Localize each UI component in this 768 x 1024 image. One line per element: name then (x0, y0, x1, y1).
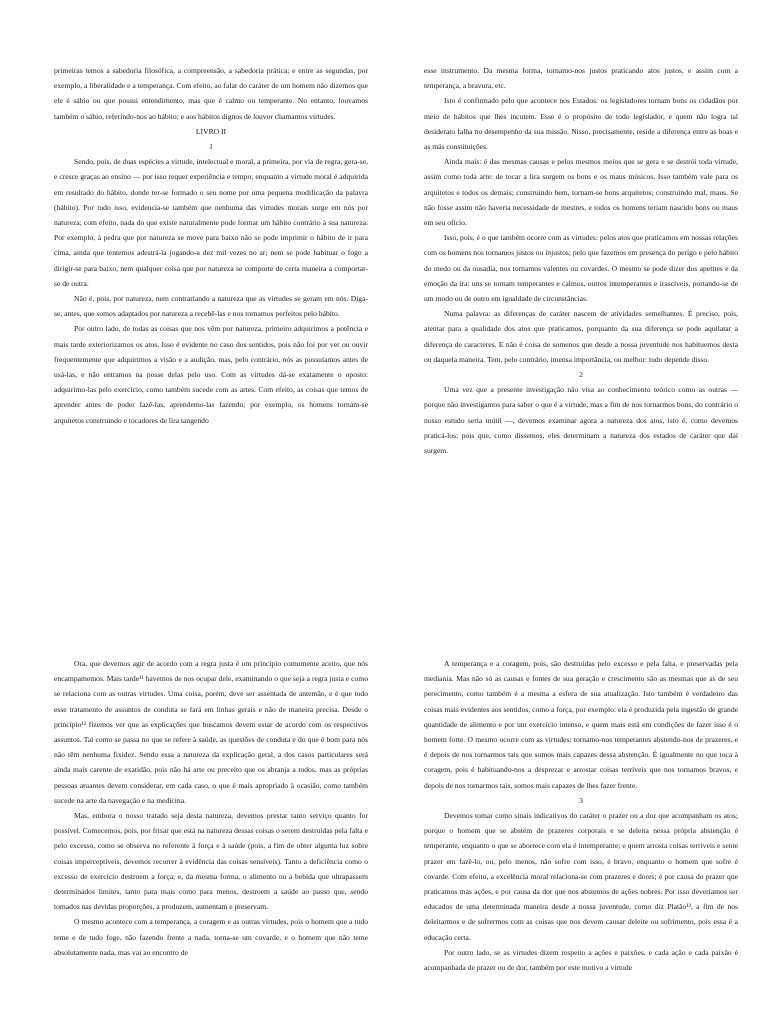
paragraph: Numa palavra: as diferenças de caráter nascem de atividades semelhantes. É preciso, pois, atentar para a qualidade dos atos que praticamos, porquanto da sua diferença se pode aquilatar a diferença de caracteres. E não é coisa de somenos que desde a nossa juventude nos habituemos desta ou daquela maneira. Tem, pelo contrário, imensa importância, ou melhor: tudo depende disso. (424, 309, 738, 364)
paragraph: esse instrumento. Da mesma forma, tornamo-nos justos praticando atos justos, e assim com a temperança, a bravura, etc. (424, 66, 738, 91)
paragraph: Uma vez que a presente investigação não visa ao conhecimento teórico como as outras — porque não investigamos para saber o que é a virtude, mas a fim de nos tornarmos bons, do contrário o nosso estudo seria inútil —, devemos examinar agora a natureza dos atos, isto é, como devemos praticá-los; pois que, como dissemos, eles determinam a natureza dos estados de caráter que daí surgem. (424, 385, 738, 456)
paragraph: primeiras temos a sabedoria filosófica, a compreensão, a sabedoria prática; e entre as segundas, por exemplo, a liberalidade e a temperança. Com efeito, ao falar do caráter de um homem não dizemos que ele é sábio ou que possui entendimento, mas que é calmo ou temperante. No entanto, louvamos também o sábio, referindo-nos ao hábito; e aos hábitos dignos de louvor chamamos virtudes. (54, 66, 368, 121)
paragraph: Não é, pois, por natureza, nem contrariando a natureza que as virtudes se geram em nós. Diga-se, antes, que somos adaptados por natureza a recebê-las e nos tornamos perfeitos pelo hábito. (54, 294, 368, 319)
paragraph: A temperança e a coragem, pois, são destruídas pelo excesso e pela falta, e preservadas pela mediania. Mas não só as causas e fontes de sua geração e crescimento são as mesmas que as de seu perecimento, como também é a mesma a esfera de sua atualização. Isto também é verdadeiro das coisas mais evidentes aos sentidos, como a força, por exemplo: ela é produzida pela ingestão de grande quantidade de alimento e por um exercício intenso, e quem mais está em condições de fazer isso é o homem forte. O mesmo ocorre com as virtudes: tornamo-nos temperantes abstendo-nos de prazeres, e é depois de nos tornarmos tais que somos mais capazes dessa abstenção. É igualmente no que toca à coragem, pois é habituando-nos a desprezar e arrostar coisas terríveis que nos tornamos bravos, e depois de nos tornarmos tais, somos mais capazes de lhes fazer frente. (424, 659, 738, 790)
page-3 (54, 656, 368, 1024)
page-1 (54, 63, 368, 491)
paragraph: Ora, que devemos agir de acordo com a regra justa é um princípio comumente aceito, que nós encampamemos. Mais tarde¹¹ havemos de nos ocupar dele, examinando o que seja a regra justa e como se relaciona com as outras virtudes. Uma coisa, porém, deve ser assentada de antemão, e é que todo esse tratamento de assuntos de conduta se fará em linhas gerais e não de maneira precisa. Desde o princípio¹² fizemos ver que as explicações que buscamos devem estar de acordo com os respectivos assuntos. Tal como se passa no que se refere à saúde, as questões de conduta e do que é bom para nós não têm nenhuma fixidez. Sendo essa a natureza da explicação geral, a dos casos particulares será ainda mais carente de exatidão, pois não há arte ou preceito que os abranja a todos, mas as próprias pessoas atuantes devem considerar, em cada caso, o que é mais apropriado à ocasião, como também sucede na arte da navegação e na medicina. (54, 659, 368, 805)
paragraph: O mesmo acontece com a temperança, a coragem e as outras virtudes, pois o homem que a tudo teme e de tudo foge, não fazendo frente a nada, torna-se um covarde, e o homem que não teme absolutamente nada, mas vai ao encontro de (54, 917, 368, 957)
paragraph: Mas, embora o nosso tratado seja desta natureza, devemos prestar tanto serviço quanto for possível. Comecemos, pois, por frisar que está na natureza dessas coisas o serem destruídas pela falta e pelo excesso, como se observa no referente à força e à saúde (pois, a fim de obter alguma luz sobre coisas imperceptíveis, devemos recorrer à evidência das coisas sensíveis). Tanto a deficiência como o excesso de exercício destroem a força; e, da mesma forma, o alimento ou a bebida que ultrapassem determinados limites, tanto para mais como para menos, destroem a saúde ao passo que, sendo tomados nas devidas proporções, a produzem, aumentam e preservam. (54, 811, 368, 912)
book-heading: LIVRO II (195, 126, 227, 136)
chapter-number: 1 (209, 142, 213, 152)
page-4 (424, 656, 738, 1024)
chapter-number: 3 (579, 795, 583, 805)
paragraph: Por outro lado, se as virtudes dizem respeito a ações e paixões, e cada ação e cada paixão é acompanhada de prazer ou de dor, também por este motivo a virtude (424, 947, 738, 973)
paragraph: Ainda mais: é das mesmas causas e pelos mesmos meios que se gera e se destrói toda virtude, assim como toda arte: de tocar a lira surgem os bons e os maus músicos. Isso também vale para os arquitetos e todos os demais; construindo bem, tornam-se bons arquitetos; construindo mal, maus. Se não fosse assim não haveria necessidade de mestres, e todos os homens teriam nascido bons ou maus em seu ofício. (424, 157, 738, 228)
paragraph: Por outro lado, de todas as coisas que nos vêm por natureza, primeiro adquirimos a potência e mais tarde exteriorizamos os atos. Isso é evidente no caso dos sentidos, pois não foi por ver ou ouvir frequentemente que adquirimos a visão e a audição, mas, pelo contrário, nós as possuíamos antes de usá-las, e não entramos na posse delas pelo uso. Com as virtudes dá-se exatamente o oposto: adquirimo-las pelo exercício, como também sucede com as artes. Com efeito, as coisas que temos de aprender antes de poder fazê-las, aprendemo-las fazendo; por exemplo, os homens tornam-se arquitetos construindo e tocadores de lira tangendo (54, 324, 368, 425)
paragraph: Devemos tomar como sinais indicativos do caráter o prazer ou a dor que acompanham os atos; porque o homem que se abstém de prazeres corporais e se deleita nessa própria abstenção é temperante, enquanto o que se aborrece com ela é intemperante; e quem arrosta coisas terríveis e sente prazer em fazê-lo, ou, pelo menos, não sofre com isso, é bravo, enquanto o homem que sofre é covarde. Com efeito, a excelência moral relaciona-se com prazeres e dores; é por causa do prazer que praticamos más ações, e por causa da dor que nos abstemos de ações nobres. Por isso deveríamos ser educados de uma determinada maneira desde a nossa juventude, como diz Platão¹³, a fim de nos deleitarmos e de sofrermos com as coisas que nos devem causar deleite ou sofrimento, pois essa é a educação certa. (424, 811, 738, 942)
paragraph: Isto é confirmado pelo que acontece nos Estados: os legisladores tornam bons os cidadãos por meio de hábitos que lhes incutem. Esse é o propósito de todo legislador, e quem não logra tal desiderato falha no desempenho da sua missão. Nisso, precisamente, reside a diferença entre as boas e as más constituições. (424, 96, 738, 152)
page-2 (424, 63, 738, 503)
paragraph: Isso, pois, é o que também ocorre com as virtudes: pelos atos que praticamos em nossas relações com os homens nos tornamos justos ou injustos; pelo que fazemos em presença do perigo e pelo hábito do medo ou da ousadia, nos tornamos valentes ou covardes. O mesmo se pode dizer dos apetites e da emoção da ira: uns se tornam temperantes e calmos, outros intemperantes e irascíveis, portando-se de um modo ou de outro em igualdade de circunstâncias. (424, 233, 738, 304)
paragraph: Sendo, pois, de duas espécies a virtude, intelectual e moral, a primeira, por via de regra, gera-se, e cresce graças ao ensino — por isso requer experiência e tempo; enquanto a virtude moral é adquirida em resultado do hábito, donde ter-se formado o seu nome por uma pequena modificação da palavra (hábito). Por tudo isso, evidencia-se também que nenhuma das virtudes morais surge em nós por natureza; com efeito, nada do que existe naturalmente pode formar um hábito contrário à sua natureza. Por exemplo, à pedra que por natureza se move para baixo não se pode imprimir o hábito de ir para cima, ainda que tentemos adestrá-la jogando-a dez mil vezes no ar; nem se pode habituar o fogo a dirigir-se para baixo, nem qualquer coisa que por natureza se comporte de certa maneira a comportar-se de outra. (54, 157, 368, 288)
chapter-number: 2 (579, 370, 583, 380)
